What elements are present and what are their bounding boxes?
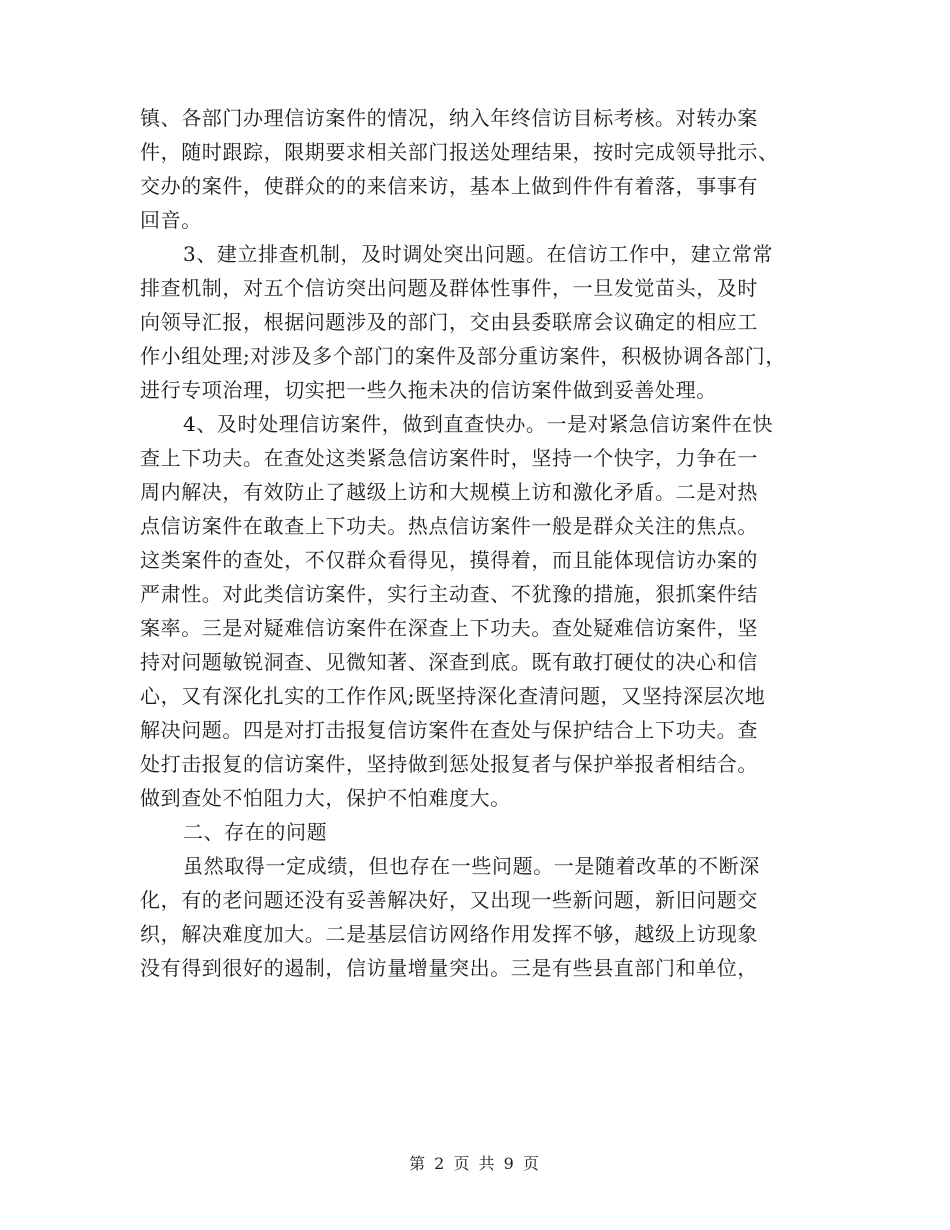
text-line: 排查机制，对五个信访突出问题及群体性事件，一旦发觉苗头，及时 <box>140 276 758 300</box>
text-line: 点信访案件在敢查上下功夫。热点信访案件一般是群众关注的焦点。 <box>140 514 758 538</box>
text-line: 化，有的老问题还没有妥善解决好，又出现一些新问题，新旧问题交 <box>140 888 758 912</box>
text-line: 这类案件的查处，不仅群众看得见，摸得着，而且能体现信访办案的 <box>140 548 758 572</box>
text-line: 解决问题。四是对打击报复信访案件在查处与保护结合上下功夫。查 <box>140 718 758 742</box>
page-number-footer: 第 2 页 共 9 页 <box>409 1154 541 1173</box>
text-line: 镇、各部门办理信访案件的情况，纳入年终信访目标考核。对转办案 <box>140 106 758 130</box>
document-body <box>140 101 820 985</box>
text-line: 进行专项治理，切实把一些久拖未决的信访案件做到妥善处理。 <box>140 378 717 402</box>
text-line: 回音。 <box>140 208 202 232</box>
text-line: 心，又有深化扎实的工作作风;既坚持深化查清问题，又坚持深层次地 <box>140 684 766 708</box>
text-line: 向领导汇报，根据问题涉及的部门，交由县委联席会议确定的相应工 <box>140 310 758 334</box>
text-line: 处打击报复的信访案件，坚持做到惩处报复者与保护举报者相结合。 <box>140 752 758 776</box>
text-line: 织，解决难度加大。二是基层信访网络作用发挥不够，越级上访现象 <box>140 922 758 946</box>
text-line: 交办的案件，使群众的的来信来访，基本上做到件件有着落，事事有 <box>140 174 758 198</box>
section-heading: 二、存在的问题 <box>183 820 328 844</box>
text-line: 严肃性。对此类信访案件，实行主动查、不犹豫的措施，狠抓案件结 <box>140 582 758 606</box>
text-line: 查上下功夫。在查处这类紧急信访案件时，坚持一个快字，力争在一 <box>140 446 758 470</box>
text-line: 没有得到很好的遏制，信访量增量突出。三是有些县直部门和单位， <box>140 956 758 980</box>
text-line: 件，随时跟踪，限期要求相关部门报送处理结果，按时完成领导批示、 <box>140 140 779 164</box>
text-line: 持对问题敏锐洞查、见微知著、深查到底。既有敢打硬仗的决心和信 <box>140 650 758 674</box>
text-line: 案率。三是对疑难信访案件在深查上下功夫。查处疑难信访案件，坚 <box>140 616 758 640</box>
text-line: 作小组处理;对涉及多个部门的案件及部分重访案件，积极协调各部门， <box>140 344 786 368</box>
text-line: 周内解决，有效防止了越级上访和大规模上访和激化矛盾。二是对热 <box>140 480 758 504</box>
paragraph-start-line: 4、及时处理信访案件，做到直查快办。一是对紧急信访案件在快 <box>183 412 774 436</box>
text-line: 做到查处不怕阻力大，保护不怕难度大。 <box>140 786 511 810</box>
paragraph-start-line: 虽然取得一定成绩，但也存在一些问题。一是随着改革的不断深 <box>183 854 760 878</box>
paragraph-start-line: 3、建立排查机制，及时调处突出问题。在信访工作中，建立常常 <box>183 242 774 266</box>
